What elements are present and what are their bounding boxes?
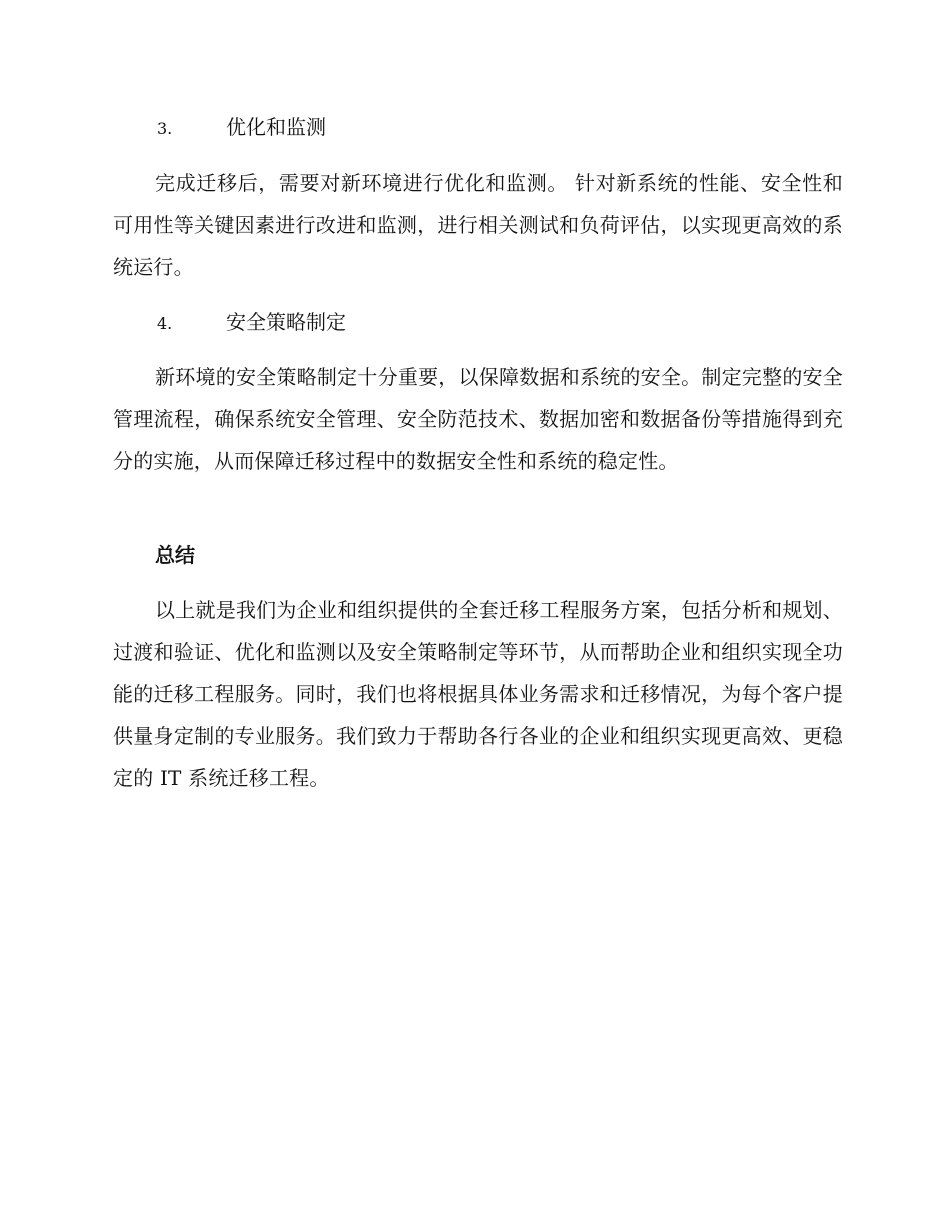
summary-paragraph: 以上就是我们为企业和组织提供的全套迁移工程服务方案，包括分析和规划、过渡和验证、优化和监测以及安全策略制定等环节，从而帮助企业和组织实现全功能的迁移工程服务。同时，我们也将根据具体业务需求和迁移情况，为每个客户提供量身定制的专业服务。我们致力于帮助各行各业的企业和组织实现更高效、更稳定的 IT 系统迁移工程。 <box>113 598 843 790</box>
section-3-title: 优化和监测 <box>226 115 326 139</box>
section-4-paragraph: 新环境的安全策略制定十分重要，以保障数据和系统的安全。制定完整的安全管理流程，确保系统安全管理、安全防范技术、数据加密和数据备份等措施得到充分的实施，从而保障迁移过程中的数据安全性和系统的稳定性。 <box>113 365 843 473</box>
section-3-paragraph: 完成迁移后，需要对新环境进行优化和监测。 针对新系统的性能、安全性和可用性等关键因素进行改进和监测，进行相关测试和负荷评估，以实现更高效的系统运行。 <box>113 171 843 279</box>
section-3-number: 3. <box>157 119 173 138</box>
section-4-title: 安全策略制定 <box>226 310 346 334</box>
section-4-number: 4. <box>157 314 173 333</box>
summary-heading: 总结 <box>155 543 195 567</box>
